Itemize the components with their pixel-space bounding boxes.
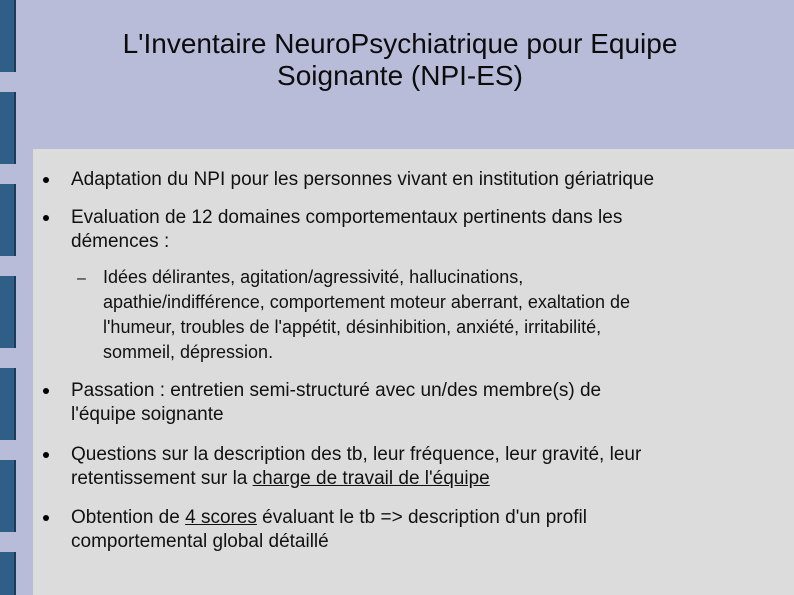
left-bar — [0, 0, 16, 72]
bullet-dot-icon — [43, 215, 49, 221]
bullet-text-line: l'équipe soignante — [71, 404, 224, 425]
left-edge-bars — [0, 0, 16, 595]
bullet-text-line: Passation : entretien semi-structuré avec un/des membre(s) de — [71, 380, 602, 401]
sub-bullet-line: Idées délirantes, agitation/agressivité, hallucinations, — [103, 267, 524, 287]
left-bar — [0, 460, 16, 532]
left-bar — [0, 92, 16, 164]
bullet-text: Adaptation du NPI pour les personnes vivant en institution gériatrique — [71, 169, 655, 190]
sub-bullet-line: l'humeur, troubles de l'appétit, désinhibition, anxiété, irritabilité, — [103, 317, 602, 337]
left-bar — [0, 184, 16, 256]
title-line: Soignante (NPI-ES) — [277, 60, 523, 91]
bullet-dot-icon — [43, 388, 49, 394]
bullet-text-line: retentissement sur la — [71, 468, 253, 489]
title-line: L'Inventaire NeuroPsychiatrique pour Equipe — [122, 28, 678, 59]
bullet-dot-icon — [43, 177, 49, 183]
bullet-item — [71, 443, 794, 491]
bullet-text-line: évaluant le tb => description d'un profil — [256, 507, 587, 528]
bullet-item — [71, 206, 794, 254]
bullet-dot-icon — [43, 515, 49, 521]
slide-title — [20, 28, 780, 92]
left-bar — [0, 276, 16, 348]
bullet-item — [71, 506, 794, 554]
bullet-text-line: Obtention de — [71, 507, 186, 528]
underlined-phrase: 4 scores — [185, 507, 257, 528]
sub-bullet-line: apathie/indifférence, comportement moteur aberrant, exaltation de — [103, 292, 630, 312]
bullet-text-line: Evaluation de 12 domaines comportementaux pertinents dans les — [71, 207, 623, 228]
bullet-text-line: comportemental global détaillé — [71, 531, 329, 552]
left-bar — [0, 552, 16, 595]
bullet-dot-icon — [43, 452, 49, 458]
left-bar — [0, 368, 16, 440]
bullet-item — [71, 379, 794, 427]
underlined-phrase: charge de travail de l'équipe — [252, 468, 490, 489]
bullet-item — [71, 168, 794, 192]
dash-icon: – — [77, 270, 86, 287]
sub-bullet-item — [77, 265, 793, 365]
bullet-text-line: Questions sur la description des tb, leur fréquence, leur gravité, leur — [71, 444, 642, 465]
bullet-text-line: démences : — [71, 231, 170, 252]
sub-bullet-line: sommeil, dépression. — [103, 342, 274, 362]
slide-content — [33, 149, 794, 595]
